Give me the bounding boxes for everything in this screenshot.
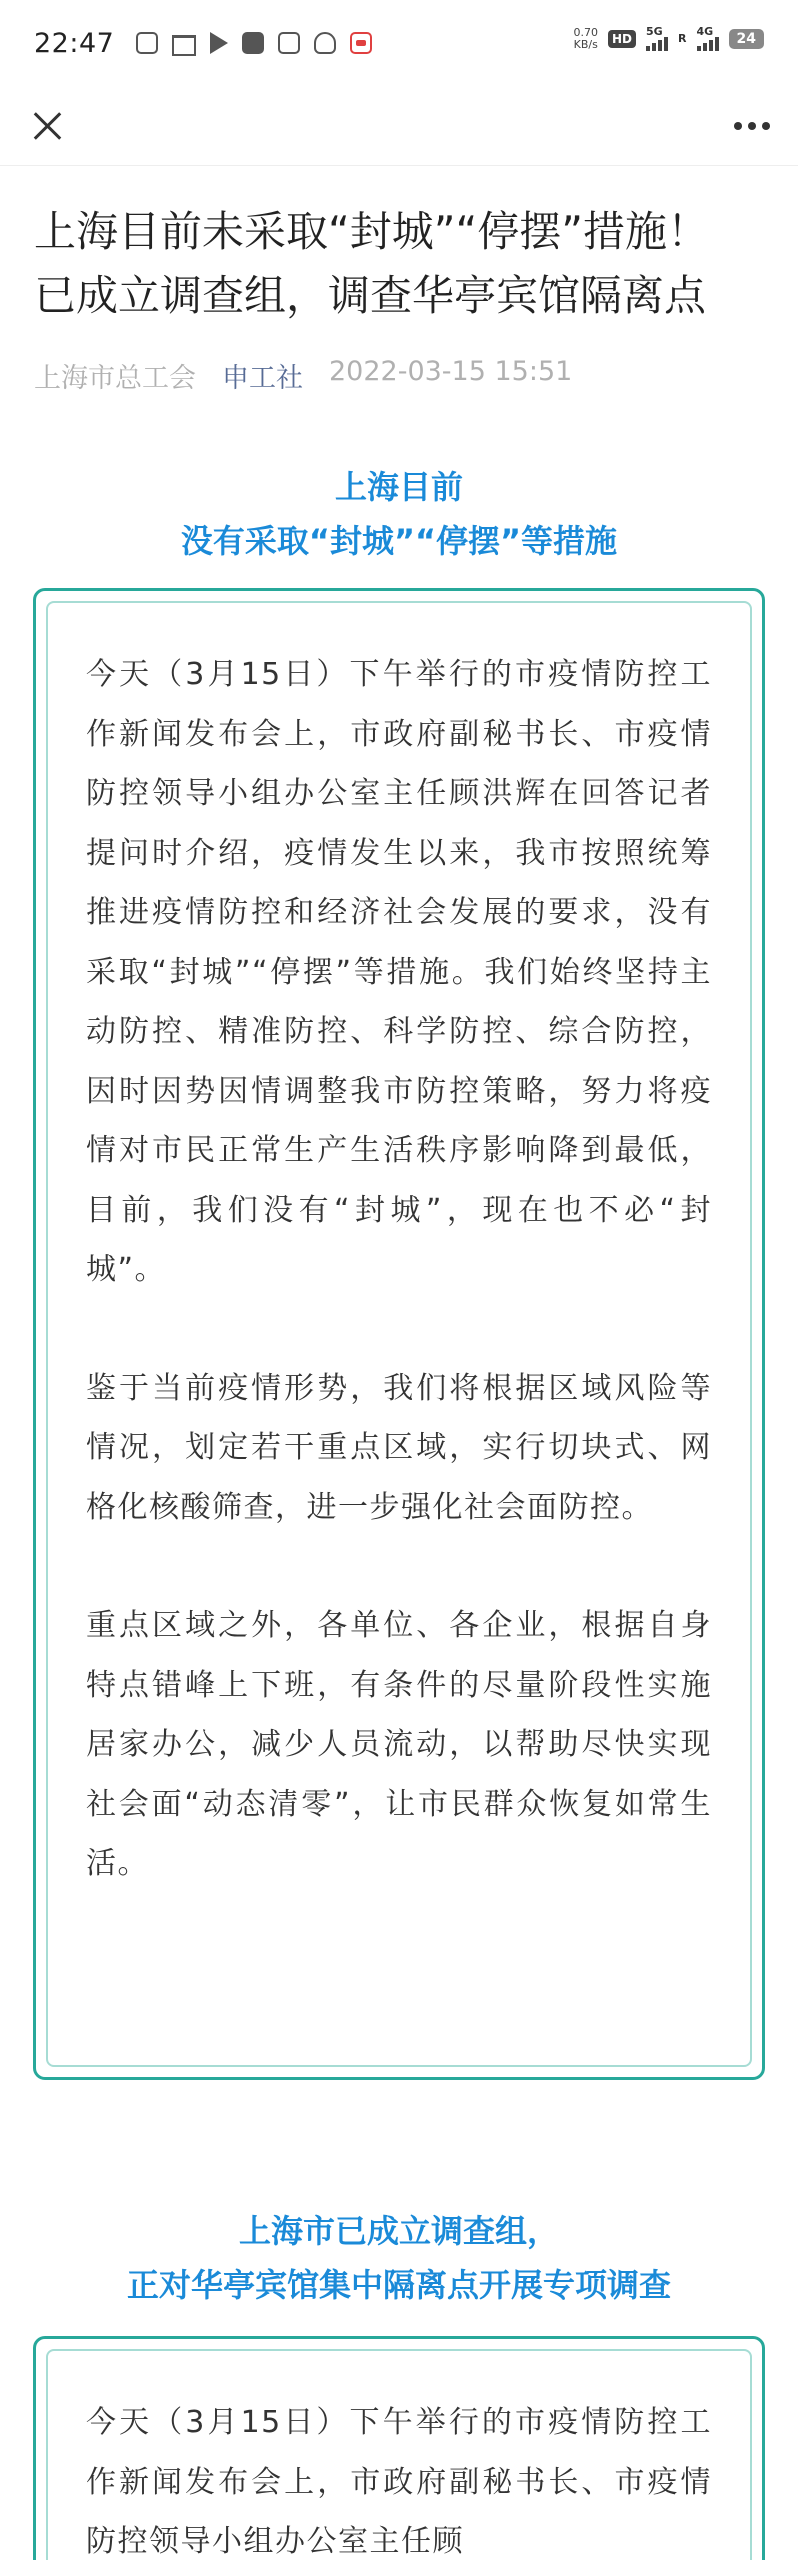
section1-content-box [33,588,765,2080]
signal-sim1-icon: 5G [646,26,668,51]
play-icon [210,32,228,54]
battery-icon: 24 [729,29,764,49]
message-icon [242,32,264,54]
section1-paragraph: 重点区域之外，各单位、各企业，根据自身特点错峰上下班，有条件的尽量阶段性实施居家办公，减少人员流动，以帮助尽快实现社会面“动态清零”，让市民群众恢复如常生活。 [86,1608,712,1881]
section1-paragraph: 鉴于当前疫情形势，我们将根据区域风险等情况，划定若干重点区域，实行切块式、网格化核酸筛查，进一步强化社会面防控。 [86,1370,712,1525]
network-speed: 0.70 KB/s [573,25,599,51]
publish-datetime: 2022-03-15 15:51 [329,356,573,387]
status-time: 22:47 [34,27,115,59]
article-title-line2: 已成立调查组，调查华亭宾馆隔离点 [34,271,707,320]
nav-bar [0,86,798,166]
section2-heading: 上海市已成立调查组， 正对华亭宾馆集中隔离点开展专项调查 [126,2212,671,2304]
mail-icon [172,32,196,54]
section2-content-inner [46,2349,752,2560]
article-title-line1: 上海目前未采取“封城”“停摆”措施！ [34,207,710,256]
hd-icon: HD [608,30,636,48]
status-indicators [574,26,764,51]
article-title [34,200,764,328]
section1-paragraph: 今天（3月15日）下午举行的市疫情防控工作新闻发布会上，市政府副秘书长、市疫情防控领导小组办公室主任顾洪辉在回答记者提问时介绍，疫情发生以来，我市按照统筹推进疫情防控和经济社会发展的要求，没有采取“封城”“停摆”等措施。我们始终坚持主动防控、精准防控、科学防控、综合防控，因时因势因情调整我市防控策略，努力将疫情对市民正常生产生活秩序影响降到最低，目前，我们没有“封城”，现在也不必“封城”。 [86,657,712,1287]
app-red-icon [350,32,372,54]
notification-icons [136,32,372,54]
gallery-icon [136,32,158,54]
close-icon[interactable] [28,106,68,146]
roaming-indicator: R [678,32,687,45]
chat-icon [278,32,300,54]
signal-sim2-icon: 4G [697,26,719,51]
article-meta [34,356,572,395]
article-source: 上海市总工会 [34,363,196,394]
section1-content-inner [46,601,752,2067]
section1-heading: 上海目前 没有采取“封城”“停摆”等措施 [180,468,618,560]
account-name-link[interactable]: 申工社 [222,363,303,394]
cat-icon [314,32,336,54]
more-options-icon[interactable] [734,112,770,140]
section2-paragraph: 今天（3月15日）下午举行的市疫情防控工作新闻发布会上，市政府副秘书长、市疫情防控领导小组办公室主任顾 [86,2405,712,2559]
status-bar [0,0,798,86]
section2-content-box [33,2336,765,2560]
